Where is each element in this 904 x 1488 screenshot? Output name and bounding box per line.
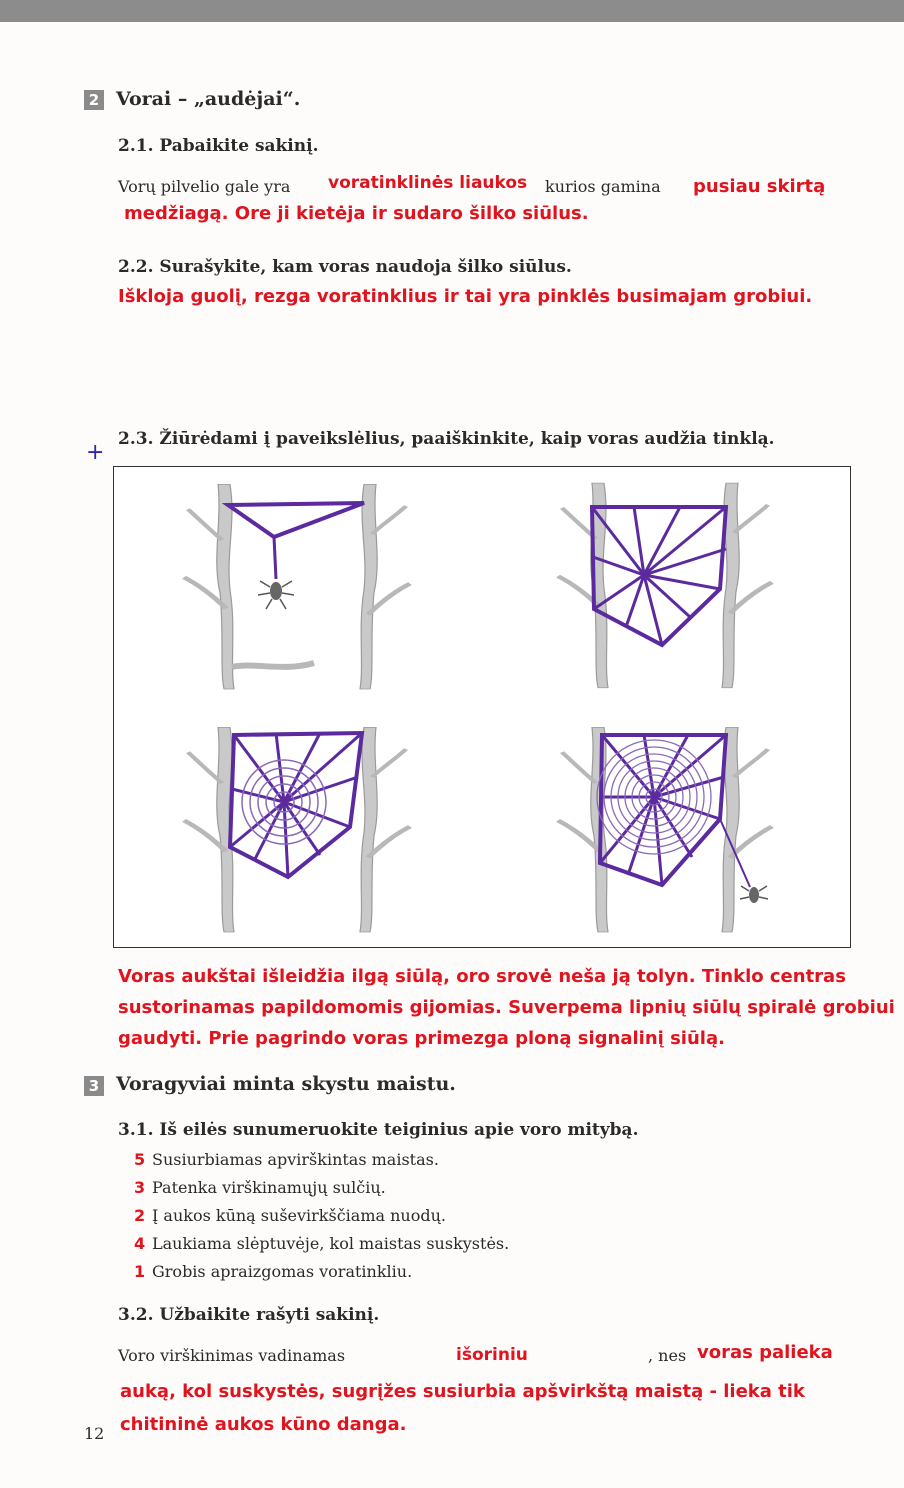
- stage-3-spiral-start: [184, 727, 410, 932]
- section-title: Voragyviai minta skystu maistu.: [116, 1073, 456, 1095]
- list-item-text: Laukiama slėptuvėje, kol maistas suskystės.: [152, 1234, 510, 1253]
- task-2-1-answer-2-line-1: pusiau skirtą: [693, 176, 826, 197]
- task-2-2-heading: 2.2. Surašykite, kam voras naudoja šilko siūlus.: [118, 257, 572, 277]
- task-3-2-answer-1: išoriniu: [456, 1345, 528, 1365]
- order-number: 2: [134, 1206, 146, 1225]
- section-number-badge: 3: [84, 1076, 104, 1096]
- section-title: Vorai – „audėjai“.: [116, 88, 301, 110]
- task-2-3-answer-line-3: gaudyti. Prie pagrindo voras primezga ploną signalinį siūlą.: [118, 1028, 725, 1049]
- stage-2-radial-frame: [558, 483, 772, 688]
- order-number: 1: [134, 1262, 146, 1281]
- task-3-1-heading: 3.1. Iš eilės sunumeruokite teiginius apie voro mitybą.: [118, 1120, 639, 1140]
- task-2-1-answer-1: voratinklinės liaukos: [328, 173, 528, 193]
- list-item: [134, 1150, 439, 1169]
- task-3-2-answer-2-line-1: voras palieka: [697, 1342, 833, 1363]
- list-item-text: Patenka virškinamųjų sulčių.: [152, 1178, 386, 1197]
- task-3-2-heading: 3.2. Užbaikite rašyti sakinį.: [118, 1305, 380, 1325]
- order-number: 5: [134, 1150, 146, 1169]
- task-2-1-text-mid: kurios gamina: [545, 177, 661, 196]
- order-number: 3: [134, 1178, 146, 1197]
- task-3-2-answer-2-line-3: chitininė aukos kūno danga.: [120, 1414, 407, 1435]
- task-2-3-heading: 2.3. Žiūrėdami į paveikslėlius, paaiškinkite, kaip voras audžia tinklą.: [118, 429, 775, 449]
- page-number: 12: [84, 1424, 105, 1443]
- order-number: 4: [134, 1234, 146, 1253]
- spider-web-stages-drawing: [114, 467, 850, 947]
- list-item-text: Į aukos kūną suševirkščiama nuodų.: [152, 1206, 446, 1225]
- web-building-illustration: [113, 466, 851, 948]
- stage-1-initial-thread: [184, 484, 410, 689]
- task-2-1-answer-2-line-2: medžiagą. Ore ji kietėja ir sudaro šilko siūlus.: [124, 203, 589, 224]
- scan-top-border: [0, 0, 904, 22]
- check-mark: +: [86, 440, 105, 465]
- list-item-text: Grobis apraizgomas voratinkliu.: [152, 1262, 413, 1281]
- stage-4-finished-web: [558, 727, 772, 932]
- task-3-2-answer-2-line-2: auką, kol suskystės, sugrįžes susiurbia apšvirkštą maistą - lieka tik: [120, 1381, 805, 1402]
- task-2-1-heading: 2.1. Pabaikite sakinį.: [118, 136, 319, 156]
- task-2-3-answer-line-2: sustorinamas papildomomis gijomias. Suverpema lipnių siūlų spiralė grobiui: [118, 997, 895, 1018]
- list-item: [134, 1178, 386, 1197]
- list-item: [134, 1262, 412, 1281]
- list-item-text: Susiurbiamas apvirškintas maistas.: [152, 1150, 439, 1169]
- task-2-2-answer: Iškloja guolį, rezga voratinklius ir tai yra pinklės busimajam grobiui.: [118, 286, 813, 307]
- task-2-1-text-start: Vorų pilvelio gale yra: [118, 177, 291, 196]
- list-item: [134, 1206, 446, 1225]
- task-3-2-text-start: Voro virškinimas vadinamas: [118, 1346, 346, 1365]
- list-item: [134, 1234, 509, 1253]
- section-number-badge: 2: [84, 90, 104, 110]
- task-3-2-text-mid: , nes: [648, 1346, 687, 1365]
- task-2-3-answer-line-1: Voras aukštai išleidžia ilgą siūlą, oro srovė neša ją tolyn. Tinklo centras: [118, 966, 846, 987]
